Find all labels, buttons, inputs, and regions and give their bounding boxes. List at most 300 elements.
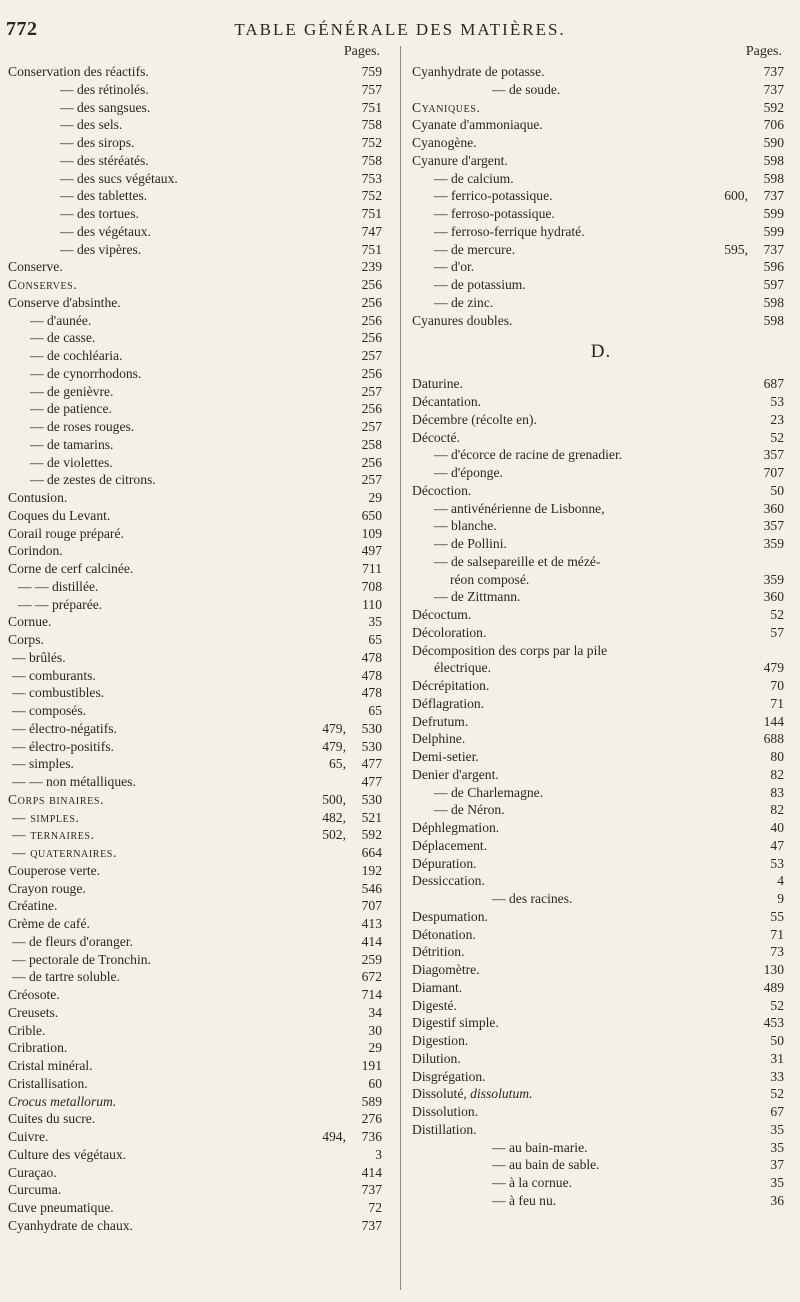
index-entry — [8, 933, 388, 951]
index-entry — [8, 1075, 388, 1093]
entry-term: Détonation. — [412, 926, 476, 942]
index-entry — [8, 383, 388, 401]
entry-page: 29 — [368, 490, 382, 505]
entry-page: 57 — [770, 624, 784, 640]
entry-term: — comburants. — [12, 667, 96, 683]
entry-term: — de fleurs d'oranger. — [12, 933, 133, 949]
index-entry — [412, 1068, 790, 1086]
entry-term: Cyaniques. — [412, 99, 481, 115]
entry-term: Denier d'argent. — [412, 766, 499, 782]
entry-term: Cyanogène. — [412, 135, 477, 150]
entry-page: 37 — [770, 1157, 784, 1173]
index-entry — [412, 187, 790, 205]
index-entry — [8, 312, 388, 330]
entry-page: 52 — [770, 997, 784, 1013]
entry-term: Crayon rouge. — [8, 880, 86, 896]
entry-page: 83 — [770, 784, 784, 800]
entry-page: 530 — [361, 791, 382, 807]
index-entry — [412, 1050, 790, 1068]
index-entry — [8, 862, 388, 880]
entry-term: — ternaires. — [12, 827, 95, 843]
entry-page: 73 — [770, 944, 784, 960]
entry-term: Corne de cerf calcinée. — [8, 561, 134, 576]
entry-term: Cyanate d'ammoniaque. — [412, 117, 543, 133]
index-entry — [8, 170, 388, 188]
entry-page: 477 — [361, 774, 382, 789]
entry-page: 711 — [362, 561, 382, 576]
entry-page: 144 — [763, 713, 784, 729]
entry-page: 530 — [361, 738, 382, 754]
index-entry — [8, 596, 388, 614]
entry-page: 360 — [763, 500, 784, 516]
index-entry — [8, 1057, 388, 1075]
entry-term: Curcuma. — [8, 1182, 62, 1198]
index-entry — [8, 560, 388, 578]
entry-page: 672 — [361, 969, 382, 985]
entry-page: 71 — [770, 926, 784, 942]
entry-term: Delphine. — [412, 731, 466, 747]
entry-page: 55 — [770, 908, 784, 924]
index-entry — [8, 205, 388, 223]
entry-page: 257 — [361, 348, 382, 363]
index-entry — [8, 738, 388, 756]
index-entry — [8, 241, 388, 259]
index-entry — [8, 720, 388, 738]
entry-page: 60 — [368, 1075, 382, 1091]
index-entry — [412, 258, 790, 276]
index-entry — [8, 968, 388, 986]
entry-term: Digestion. — [412, 1033, 469, 1048]
entry-term: — blanche. — [434, 518, 497, 534]
entry-extra-page: 65, — [329, 756, 346, 772]
entry-term: Crocus metallorum. — [8, 1093, 117, 1109]
index-entry — [8, 1164, 388, 1182]
entry-term: — de violettes. — [30, 454, 113, 470]
entry-term: Digestif simple. — [412, 1015, 499, 1031]
index-entry — [412, 393, 790, 411]
index-entry — [412, 1014, 790, 1032]
entry-page: 598 — [763, 294, 784, 310]
entry-term: Conserve d'absinthe. — [8, 294, 121, 310]
index-entry — [412, 294, 790, 312]
entry-page: 52 — [770, 607, 784, 622]
index-entry — [412, 1032, 790, 1050]
entry-page: 714 — [361, 987, 382, 1002]
index-entry — [412, 1085, 790, 1103]
entry-page: 82 — [770, 766, 784, 782]
index-entry — [8, 826, 388, 844]
entry-page: 256 — [361, 330, 382, 346]
entry-page: 737 — [763, 188, 784, 204]
entry-page: 53 — [770, 394, 784, 409]
entry-term: — quaternaires. — [12, 845, 117, 860]
index-entry — [8, 454, 388, 472]
index-entry — [412, 276, 790, 294]
entry-page: 590 — [763, 135, 784, 150]
index-entry — [8, 525, 388, 543]
entry-extra-page: 479, — [322, 720, 346, 736]
index-entry — [8, 755, 388, 773]
entry-term: Cuivre. — [8, 1129, 49, 1144]
entry-page: 40 — [770, 820, 784, 835]
index-entry — [8, 223, 388, 241]
index-entry — [412, 588, 790, 606]
entry-page: 257 — [361, 419, 382, 434]
entry-term: — d'or. — [434, 259, 475, 275]
index-entry — [412, 446, 790, 464]
entry-page: 34 — [368, 1004, 382, 1020]
entry-page: 688 — [763, 731, 784, 747]
index-entry — [412, 677, 790, 695]
entry-page: 191 — [361, 1058, 382, 1073]
entry-term: — de tamarins. — [30, 436, 114, 452]
entry-page: 597 — [763, 277, 784, 292]
index-entry — [8, 347, 388, 365]
index-entry — [412, 535, 790, 553]
index-entry — [8, 1004, 388, 1022]
entry-term: — de tartre soluble. — [12, 969, 120, 985]
entry-page: 360 — [763, 589, 784, 605]
entry-term: — de roses rouges. — [30, 419, 135, 434]
entry-term: — des sangsues. — [60, 99, 151, 115]
index-entry — [8, 1110, 388, 1128]
entry-term: Dilution. — [412, 1050, 461, 1066]
index-entry — [8, 294, 388, 312]
entry-page: 752 — [361, 135, 382, 150]
index-entry — [8, 152, 388, 170]
entry-page: 80 — [770, 749, 784, 764]
entry-page: 71 — [770, 695, 784, 711]
index-entry — [412, 517, 790, 535]
entry-page: 31 — [770, 1050, 784, 1066]
index-entry — [412, 819, 790, 837]
entry-term: — de Pollini. — [434, 536, 507, 551]
index-entry — [8, 844, 388, 862]
entry-term: — de salsepareille et de mézé- — [434, 553, 601, 569]
entry-term: Conserve. — [8, 259, 63, 275]
entry-page: 753 — [361, 170, 382, 186]
index-entry — [412, 837, 790, 855]
entry-page: 257 — [361, 383, 382, 399]
entry-term: Conserves. — [8, 277, 78, 292]
entry-term: Déflagration. — [412, 695, 485, 711]
entry-page: 664 — [361, 845, 382, 860]
entry-page: 530 — [361, 720, 382, 736]
entry-term: — de Zittmann. — [434, 589, 521, 605]
entry-page: 413 — [361, 916, 382, 931]
entry-term: Dissolution. — [412, 1104, 479, 1119]
index-entry — [412, 1139, 790, 1157]
entry-page: 751 — [361, 206, 382, 221]
entry-page: 70 — [770, 678, 784, 693]
entry-extra-page: 494, — [322, 1129, 346, 1144]
entry-term: Culture des végétaux. — [8, 1146, 127, 1162]
index-entry — [412, 170, 790, 188]
entry-page: 65 — [368, 632, 382, 647]
entry-term: — des tablettes. — [60, 188, 148, 204]
entry-term: — des tortues. — [60, 206, 139, 221]
entry-page: 747 — [361, 223, 382, 239]
index-entry — [412, 997, 790, 1015]
entry-term: — simples. — [12, 756, 74, 772]
index-entry — [412, 713, 790, 731]
entry-term: Créatine. — [8, 898, 58, 914]
entry-term: — de Néron. — [434, 802, 505, 818]
index-entry — [8, 649, 388, 667]
index-entry — [412, 223, 790, 241]
index-entry — [8, 507, 388, 525]
index-entry — [412, 571, 790, 589]
entry-term: Décoctum. — [412, 607, 472, 622]
entry-term: — des végétaux. — [60, 223, 151, 239]
entry-term: — d'éponge. — [434, 465, 503, 480]
right-index-column — [412, 42, 790, 1210]
index-entry — [8, 63, 388, 81]
entry-extra-page: 482, — [322, 809, 346, 825]
entry-term: — simples. — [12, 809, 80, 825]
entry-page: 479 — [763, 660, 784, 676]
entry-page: 9 — [777, 891, 784, 906]
entry-page: 52 — [770, 1086, 784, 1102]
index-entry — [412, 1121, 790, 1139]
entry-term: — pectorale de Tronchin. — [12, 951, 151, 967]
index-entry — [8, 915, 388, 933]
index-entry — [8, 1199, 388, 1217]
entry-term: Cribration. — [8, 1040, 68, 1056]
entry-extra-page: 600, — [724, 188, 748, 204]
entry-term: Décoloration. — [412, 624, 487, 640]
entry-term: Contusion. — [8, 490, 68, 505]
entry-page: 23 — [770, 411, 784, 427]
entry-page: 708 — [361, 578, 382, 594]
entry-page: 29 — [368, 1040, 382, 1056]
entry-term: Diamant. — [412, 979, 463, 995]
index-entry — [412, 429, 790, 447]
entry-page: 256 — [361, 277, 382, 292]
entry-term: Corindon. — [8, 543, 63, 559]
entry-page: 359 — [763, 571, 784, 587]
index-entry — [412, 375, 790, 393]
entry-term: Cristallisation. — [8, 1075, 88, 1091]
index-entry — [8, 1181, 388, 1199]
column-divider — [400, 46, 401, 1290]
index-entry — [412, 411, 790, 429]
entry-page: 258 — [361, 436, 382, 452]
index-entry — [412, 979, 790, 997]
entry-term: Corps. — [8, 632, 44, 647]
entry-term: Cristal minéral. — [8, 1058, 93, 1073]
entry-page: 47 — [770, 837, 784, 853]
index-entry — [8, 667, 388, 685]
index-entry — [8, 1128, 388, 1146]
entry-term: Cyanhydrate de potasse. — [412, 64, 545, 79]
index-entry — [412, 1174, 790, 1192]
index-entry — [412, 695, 790, 713]
index-entry — [412, 926, 790, 944]
entry-page: 736 — [361, 1129, 382, 1144]
entry-page: 752 — [361, 188, 382, 204]
entry-page: 599 — [763, 206, 784, 221]
entry-term: — d'écorce de racine de grenadier. — [434, 447, 623, 463]
entry-page: 599 — [763, 223, 784, 239]
left-index-column — [8, 42, 388, 1235]
index-entry — [412, 730, 790, 748]
entry-page: 546 — [361, 880, 382, 896]
index-entry — [8, 631, 388, 649]
entry-term: Décantation. — [412, 394, 482, 409]
entry-term: Décrépitation. — [412, 678, 490, 693]
entry-term: Cyanures doubles. — [412, 312, 513, 328]
entry-page: 67 — [770, 1104, 784, 1119]
entry-term: Déphlegmation. — [412, 820, 500, 835]
index-entry — [8, 418, 388, 436]
entry-page: 3 — [375, 1146, 382, 1162]
entry-term: — de potassium. — [434, 277, 526, 292]
entry-term: — d'aunée. — [30, 312, 92, 328]
entry-page: 706 — [763, 117, 784, 133]
entry-page: 598 — [763, 152, 784, 168]
entry-page: 707 — [763, 465, 784, 480]
entry-term: Dissoluté, dissolutum. — [412, 1086, 533, 1102]
entry-term: Décoction. — [412, 482, 472, 498]
entry-term: Defrutum. — [412, 713, 469, 729]
entry-term: Détrition. — [412, 944, 465, 960]
entry-page: 598 — [763, 312, 784, 328]
entry-page: 737 — [763, 81, 784, 97]
entry-page: 192 — [361, 862, 382, 878]
entry-page: 256 — [361, 401, 382, 417]
entry-page: 130 — [763, 962, 784, 977]
index-entry — [412, 890, 790, 908]
entry-page: 276 — [361, 1111, 382, 1127]
entry-term: — des rétinolés. — [60, 81, 149, 97]
index-entry — [412, 1156, 790, 1174]
entry-term: Décembre (récolte en). — [412, 411, 537, 427]
entry-term: — à la cornue. — [492, 1175, 573, 1190]
index-entry — [412, 659, 790, 677]
entry-term: — de patience. — [30, 401, 112, 417]
index-entry — [8, 134, 388, 152]
entry-term: Daturine. — [412, 376, 463, 392]
entry-term: Corail rouge préparé. — [8, 525, 124, 541]
index-entry — [412, 152, 790, 170]
entry-page: 256 — [361, 294, 382, 310]
index-entry — [412, 241, 790, 259]
entry-page: 757 — [361, 81, 382, 97]
index-entry — [412, 961, 790, 979]
entry-page: 256 — [361, 312, 382, 328]
entry-term: Digesté. — [412, 997, 457, 1013]
index-entry — [8, 116, 388, 134]
index-entry — [412, 908, 790, 926]
entry-term: — des stéréatés. — [60, 152, 149, 168]
entry-page: 598 — [763, 170, 784, 186]
entry-term: — de calcium. — [434, 170, 514, 186]
entry-term: — ferroso-ferrique hydraté. — [434, 223, 585, 239]
page-header — [0, 18, 800, 42]
entry-term: Cyanhydrate de chaux. — [8, 1217, 133, 1233]
entry-page: 52 — [770, 429, 784, 445]
entry-page: 478 — [361, 685, 382, 701]
entry-term: — au bain-marie. — [492, 1139, 588, 1155]
entry-page: 35 — [770, 1175, 784, 1190]
entry-page: 751 — [361, 99, 382, 115]
entry-page: 592 — [763, 99, 784, 115]
index-entry — [8, 791, 388, 809]
right-entry-list-top — [412, 63, 790, 329]
index-entry — [8, 702, 388, 720]
entry-page: 256 — [361, 365, 382, 381]
index-entry — [412, 553, 790, 571]
entry-page: 453 — [763, 1015, 784, 1031]
entry-page: 53 — [770, 855, 784, 871]
entry-page: 478 — [361, 667, 382, 683]
entry-page: 751 — [361, 241, 382, 257]
entry-term: Cornue. — [8, 614, 52, 630]
entry-page: 4 — [777, 873, 784, 889]
entry-term: — des vipères. — [60, 241, 142, 257]
index-entry — [8, 897, 388, 915]
index-entry — [8, 1146, 388, 1164]
entry-page: 737 — [763, 64, 784, 79]
entry-extra-page: 502, — [322, 827, 346, 843]
entry-term: Créosote. — [8, 987, 60, 1002]
entry-term: — composés. — [12, 703, 87, 718]
entry-page: 36 — [770, 1192, 784, 1208]
entry-page: 737 — [361, 1182, 382, 1198]
entry-term: Couperose verte. — [8, 862, 101, 878]
index-entry — [8, 400, 388, 418]
entry-page: 33 — [770, 1068, 784, 1084]
entry-extra-page: 500, — [322, 791, 346, 807]
entry-term: Creusets. — [8, 1004, 59, 1020]
entry-page: 359 — [763, 536, 784, 551]
entry-term: Distillation. — [412, 1121, 477, 1137]
index-entry — [8, 81, 388, 99]
entry-term: — brûlés. — [12, 649, 66, 665]
entry-term: — — préparée. — [18, 596, 103, 612]
index-entry — [8, 436, 388, 454]
entry-term: — de soude. — [492, 81, 561, 97]
entry-page: 256 — [361, 454, 382, 470]
left-entry-list — [8, 63, 388, 1235]
index-entry — [8, 276, 388, 294]
index-entry — [8, 258, 388, 276]
entry-term: Corps binaires. — [8, 791, 104, 807]
entry-extra-page: 479, — [322, 738, 346, 754]
entry-page: 82 — [770, 802, 784, 818]
entry-term: Despumation. — [412, 908, 488, 924]
entry-term: — — distillée. — [18, 578, 99, 594]
entry-page: 707 — [361, 898, 382, 914]
entry-term: Cuites du sucre. — [8, 1111, 96, 1127]
entry-page: 72 — [368, 1200, 382, 1215]
index-entry — [412, 624, 790, 642]
index-entry — [8, 329, 388, 347]
entry-term: — de zinc. — [434, 294, 494, 310]
entry-term: Cyanure d'argent. — [412, 152, 508, 168]
index-entry — [8, 1039, 388, 1057]
entry-page: 650 — [361, 507, 382, 523]
index-entry — [8, 578, 388, 596]
index-entry — [412, 134, 790, 152]
index-entry — [412, 312, 790, 330]
index-entry — [8, 1022, 388, 1040]
entry-page: 35 — [770, 1121, 784, 1137]
entry-page: 737 — [763, 241, 784, 257]
entry-page: 35 — [368, 614, 382, 630]
index-entry — [412, 205, 790, 223]
